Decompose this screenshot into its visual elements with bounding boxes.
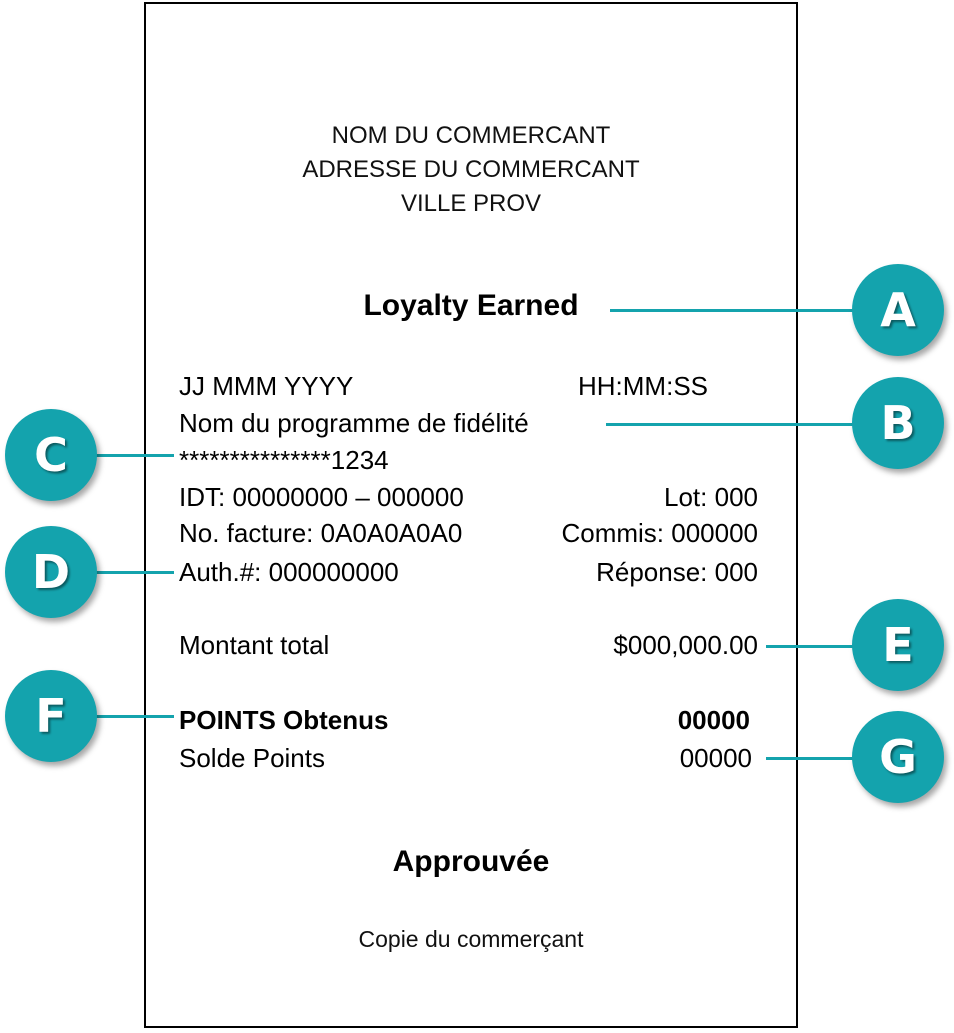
total-amount-value: $000,000.00 xyxy=(613,630,758,660)
merchant-address: ADRESSE DU COMMERCANT xyxy=(302,156,640,183)
points-balance-value: 00000 xyxy=(679,743,752,773)
callout-line-g xyxy=(766,757,860,760)
callout-line-e xyxy=(766,645,860,648)
merchant-name: NOM DU COMMERCANT xyxy=(331,122,611,149)
callout-badge-e: E xyxy=(852,599,944,691)
approval-status: Approuvée xyxy=(392,845,550,878)
callout-line-d xyxy=(90,571,174,574)
callout-line-a xyxy=(610,309,860,312)
receipt-title: Loyalty Earned xyxy=(363,289,579,322)
auth-number: Auth.#: 000000000 xyxy=(179,557,399,587)
terminal-id: IDT: 00000000 – 000000 xyxy=(179,482,464,512)
callout-badge-f: F xyxy=(5,670,97,762)
transaction-time: HH:MM:SS xyxy=(578,371,708,401)
masked-card-number: ***************1234 xyxy=(179,445,389,475)
batch-number: Lot: 000 xyxy=(664,482,758,512)
callout-badge-g: G xyxy=(852,711,944,803)
merchant-city: VILLE PROV xyxy=(400,190,542,217)
total-amount-label: Montant total xyxy=(179,630,330,660)
callout-badge-a: A xyxy=(852,264,944,356)
transaction-date: JJ MMM YYYY xyxy=(179,371,354,401)
invoice-number: No. facture: 0A0A0A0A0 xyxy=(179,518,463,548)
loyalty-program-name: Nom du programme de fidélité xyxy=(179,408,529,438)
points-earned-value: 00000 xyxy=(677,705,750,735)
clerk-id: Commis: 000000 xyxy=(561,518,758,548)
callout-line-b xyxy=(606,423,860,426)
response-code: Réponse: 000 xyxy=(596,557,758,587)
callout-line-f xyxy=(90,715,174,718)
points-balance-label: Solde Points xyxy=(179,743,325,773)
callout-badge-b: B xyxy=(852,377,944,469)
callout-line-c xyxy=(90,454,174,457)
callout-badge-c: C xyxy=(5,409,97,501)
callout-badge-d: D xyxy=(5,526,97,618)
points-earned-label: POINTS Obtenus xyxy=(179,705,389,735)
merchant-copy-label: Copie du commerçant xyxy=(358,926,584,952)
